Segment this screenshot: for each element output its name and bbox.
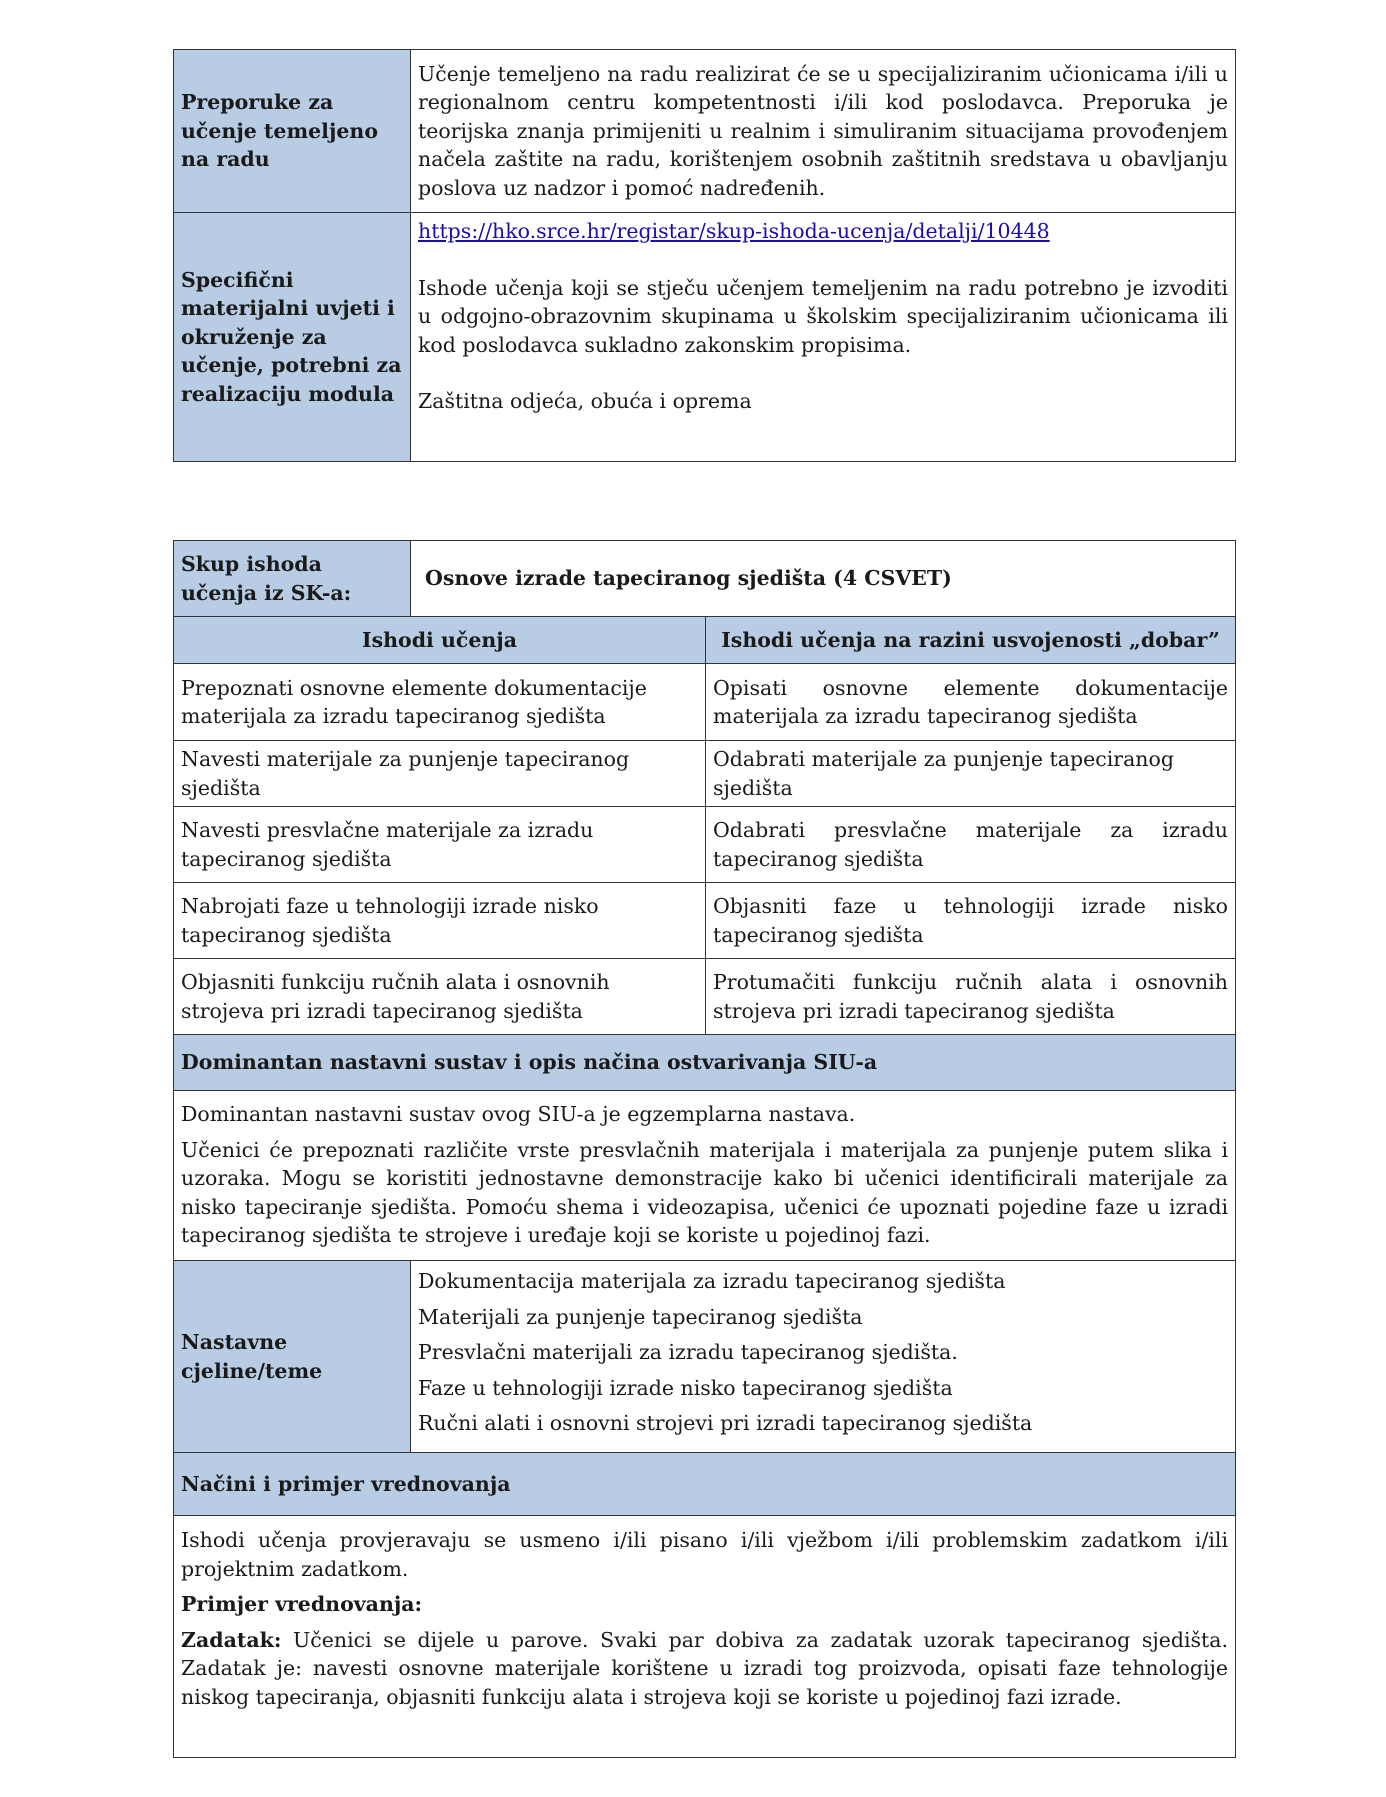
row-label: Preporuke za učenje temeljeno na radu bbox=[174, 50, 411, 213]
register-link[interactable]: https://hko.srce.hr/registar/skup-ishoda-ucenja/detalji/10448 bbox=[418, 219, 1050, 243]
table-row bbox=[174, 664, 1236, 741]
list-item: Presvlačni materijali za izradu tapeciranog sjedišta. bbox=[418, 1340, 958, 1364]
outcome-good-cell: Odabrati presvlačne materijale za izradu tapeciranog sjedišta bbox=[706, 807, 1236, 883]
list-item: Materijali za punjenje tapeciranog sjedišta bbox=[418, 1304, 863, 1329]
conditions-paragraph: Ishode učenja koji se stječu učenjem temeljenim na radu potrebno je izvoditi u odgojno-obrazovnim skupinama u školskim specijaliziranim učionicama ili kod poslodavca sukladno zakonskim propisima. bbox=[418, 275, 1228, 357]
recommendation-text: Učenje temeljeno na radu realizirat će se u specijaliziranim učionicama i/ili u regionalnom centru kompetentnosti i/ili kod poslodavca. Preporuka je teorijska znanja primijeniti u realnim i simuliranim situacijama provođenjem načela zaštite na radu, korištenjem osobnih zaštitnih sredstava u obavljanju poslova uz nadzor i pomoć nadređenih. bbox=[411, 50, 1236, 213]
col-header-good-level: Ishodi učenja na razini usvojenosti „dobar” bbox=[706, 617, 1236, 664]
table-row bbox=[174, 1261, 1236, 1453]
table-row bbox=[174, 883, 1236, 959]
outcome-good-cell: Odabrati materijale za punjenje tapeciranog sjedišta bbox=[706, 741, 1236, 807]
table-row bbox=[174, 807, 1236, 883]
outcome-cell: Navesti materijale za punjenje tapeciranog sjedišta bbox=[174, 741, 706, 807]
learning-outcomes-table bbox=[173, 540, 1236, 1758]
equipment-text: Zaštitna odjeća, obuća i oprema bbox=[418, 389, 752, 413]
list-item: Faze u tehnologiji izrade nisko tapeciranog sjedišta bbox=[418, 1375, 953, 1400]
outcome-good-cell: Protumačiti funkciju ručnih alata i osnovnih strojeva pri izradi tapeciranog sjedišta bbox=[706, 959, 1236, 1035]
task-label: Zadatak: bbox=[181, 1627, 282, 1652]
evaluation-methods-text: Ishodi učenja provjeravaju se usmeno i/ili pisano i/ili vježbom i/ili problemskim zadatkom i/ili projektnim zadatkom. bbox=[181, 1528, 1229, 1581]
outcome-cell: Navesti presvlačne materijale za izradu tapeciranog sjedišta bbox=[174, 807, 706, 883]
outcome-cell: Nabrojati faze u tehnologiji izrade nisko tapeciranog sjedišta bbox=[174, 883, 706, 959]
evaluation-header: Načini i primjer vrednovanja bbox=[174, 1453, 1236, 1516]
section-header-row bbox=[174, 1035, 1236, 1091]
dominant-system-description: Učenici će prepoznati različite vrste presvlačnih materijala i materijala za punjenje putem slika i uzoraka. Mogu se koristiti jednostavne demonstracije kako bi učenici identificirali materijale za nisko tapeciranje sjedišta. Pomoću shema i videozapisa, učenici će upoznati pojedine faze u izradi tapeciranog sjedišta te strojeve i uređaje koji se koriste u pojedinoj fazi. bbox=[181, 1137, 1229, 1247]
task-text: Učenici se dijele u parove. Svaki par dobiva za zadatak uzorak tapeciranog sjedišta. Zadatak je: navesti osnovne materijale korištene u izradi tog proizvoda, opisati faze tehnologije niskog tapeciranja, objasniti funkciju alata i strojeva koji se koriste u pojedinoj fazi izrade. bbox=[181, 1627, 1229, 1709]
col-header-outcomes: Ishodi učenja bbox=[174, 617, 706, 664]
outcome-cell: Objasniti funkciju ručnih alata i osnovnih strojeva pri izradi tapeciranog sjedišta bbox=[174, 959, 706, 1035]
work-based-learning-table bbox=[173, 49, 1236, 462]
outcome-good-cell: Opisati osnovne elemente dokumentacije materijala za izradu tapeciranog sjedišta bbox=[706, 664, 1236, 741]
table-row bbox=[174, 741, 1236, 807]
outcome-good-cell: Objasniti faze u tehnologiji izrade nisko tapeciranog sjedišta bbox=[706, 883, 1236, 959]
dominant-system-header: Dominantan nastavni sustav i opis načina ostvarivanja SIU-a bbox=[174, 1035, 1236, 1091]
sk-title: Osnove izrade tapeciranog sjedišta (4 CSVET) bbox=[411, 541, 1236, 617]
sk-label: Skup ishoda učenja iz SK-a: bbox=[174, 541, 411, 617]
topics-label: Nastavne cjeline/teme bbox=[174, 1261, 411, 1453]
table-row bbox=[174, 959, 1236, 1035]
list-item: Dokumentacija materijala za izradu tapeciranog sjedišta bbox=[418, 1269, 1006, 1293]
example-label: Primjer vrednovanja: bbox=[181, 1592, 423, 1616]
table-row bbox=[174, 50, 1236, 213]
table-header-row bbox=[174, 617, 1236, 664]
section-header-row bbox=[174, 1453, 1236, 1516]
table-row bbox=[174, 1516, 1236, 1758]
table-row bbox=[174, 1091, 1236, 1261]
list-item: Ručni alati i osnovni strojevi pri izradi tapeciranog sjedišta bbox=[418, 1411, 1033, 1435]
row-label: Specifični materijalni uvjeti i okruženje za učenje, potrebni za realizaciju modula bbox=[174, 213, 411, 462]
table-row bbox=[174, 213, 1236, 462]
table-row bbox=[174, 541, 1236, 617]
outcome-cell: Prepoznati osnovne elemente dokumentacije materijala za izradu tapeciranog sjedišta bbox=[174, 664, 706, 741]
dominant-system-text: Dominantan nastavni sustav ovog SIU-a je egzemplarna nastava. bbox=[181, 1102, 856, 1126]
